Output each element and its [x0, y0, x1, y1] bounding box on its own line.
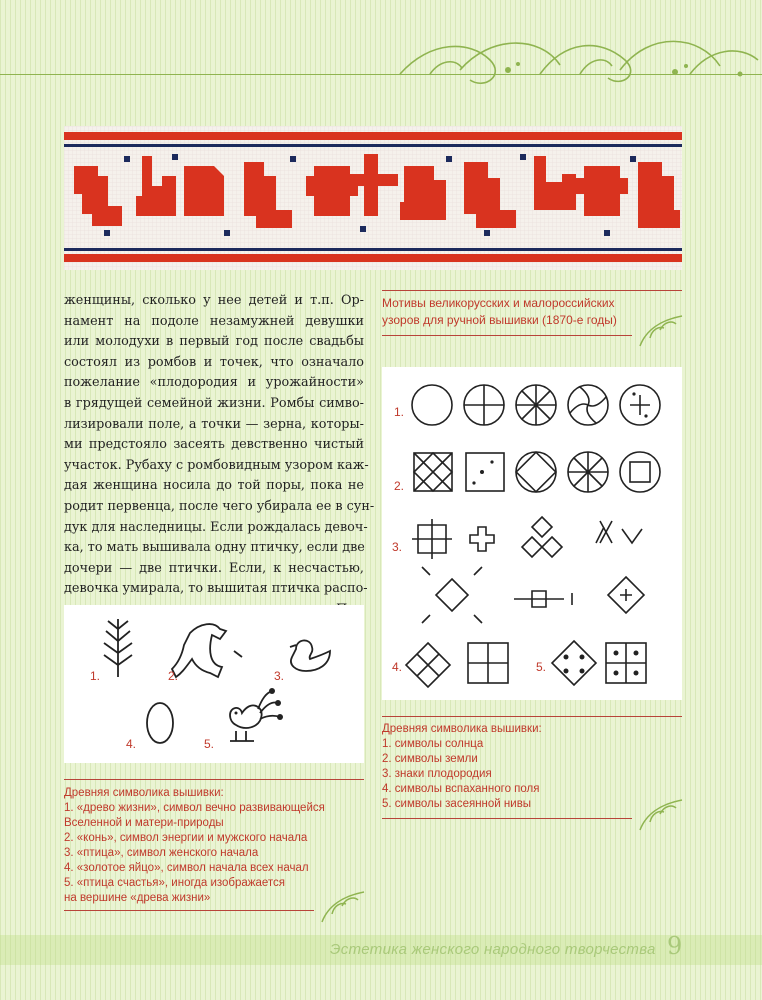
body-line: пожелание «плодородия и урожайности»: [64, 375, 364, 391]
leaf-swirl-icon: [318, 886, 368, 926]
caption-line: 3. «птица», символ женского начала: [64, 847, 259, 859]
ancient-symbols-panel: [64, 605, 364, 763]
red-cross-stitch-band-icon: [64, 126, 682, 270]
caption-line: 2. «конь», символ энергии и мужского начала: [64, 832, 308, 844]
row-label: 2.: [394, 479, 405, 493]
embroidery-symbols-icon: [382, 367, 682, 700]
sun-earth-symbols-panel: [382, 367, 682, 700]
caption-line: 1. символы солнца: [382, 738, 484, 750]
caption-line: Вселенной и матери-природы: [64, 817, 224, 829]
row-label: 4.: [392, 660, 403, 674]
caption-line: 4. символы вспаханного поля: [382, 783, 540, 795]
caption-line: 1. «древо жизни», символ вечно развивающейся: [64, 802, 325, 814]
body-line: дая женщина носила до той поры, пока не: [64, 478, 364, 494]
symbol-label: 3.: [274, 669, 285, 683]
caption-line: 2. символы земли: [382, 753, 478, 765]
body-line: состоял из ромбов и точек, что означало: [64, 354, 364, 370]
left-caption: [64, 786, 325, 906]
caption-line: 5. «птица счастья», иногда изображается: [64, 877, 286, 889]
body-line: дук для наследницы. Если рождалась девоч-: [64, 519, 368, 535]
body-line: в грядущей семейной жизни. Ромбы симво-: [64, 395, 364, 411]
row-label: 3.: [392, 540, 403, 554]
symbol-label: 1.: [90, 669, 101, 683]
caption-line: Мотивы великорусских и малороссийских: [382, 296, 615, 310]
caption-rule: [382, 335, 632, 336]
body-line: родит первенца, после чего убирала ее в сун-: [64, 498, 375, 514]
body-line: дочери — две птички. Если, к несчастью,: [64, 560, 364, 576]
right-caption: [382, 722, 542, 812]
leaf-swirl-icon: [636, 310, 686, 350]
caption-rule: [382, 818, 632, 819]
page-number: 9: [667, 932, 683, 960]
caption-title: Древняя символика вышивки:: [64, 787, 224, 799]
caption-line: на вершине «древа жизни»: [64, 892, 211, 904]
body-line: ми предстояло засеять девственно чистый: [64, 437, 364, 453]
row-label: 5.: [536, 660, 547, 674]
caption-line: 5. символы засеянной нивы: [382, 798, 532, 810]
symbol-label: 4.: [126, 737, 137, 751]
body-line: женщины, сколько у нее детей и т.п. Ор-: [64, 293, 364, 308]
caption-rule: [382, 716, 682, 717]
body-line: девочка умирала, то вышитая птичка распо-: [64, 581, 368, 597]
footer-title: Эстетика женского народного творчества: [330, 941, 656, 958]
body-line: или молодухи в первый год после свадьбы: [64, 334, 364, 350]
caption-rule: [64, 910, 314, 911]
body-line: намент на подоле незамужней девушки: [64, 313, 364, 329]
floral-swirl-icon: [390, 30, 762, 110]
row-label: 1.: [394, 405, 405, 419]
caption-line: 4. «золотое яйцо», символ начала всех начал: [64, 862, 309, 874]
caption-rule: [64, 779, 364, 780]
leaf-swirl-icon: [636, 794, 686, 834]
caption-line: узоров для ручной вышивки (1870-е годы): [382, 313, 617, 327]
symbol-label: 2.: [168, 669, 179, 683]
body-text: [64, 291, 375, 621]
caption-title: Древняя символика вышивки:: [382, 723, 542, 735]
body-line: участок. Рубаху с ромбовидным узором каж-: [64, 457, 369, 473]
body-line: ка, то мать вышивала одну птичку, если две: [64, 540, 365, 556]
caption-line: 3. знаки плодородия: [382, 768, 492, 780]
symbol-label: 5.: [204, 737, 215, 751]
embroidery-band-illustration: [64, 126, 682, 270]
caption-rule: [382, 290, 682, 291]
body-line: лизировали поле, а точки — зерна, которы-: [64, 416, 364, 432]
